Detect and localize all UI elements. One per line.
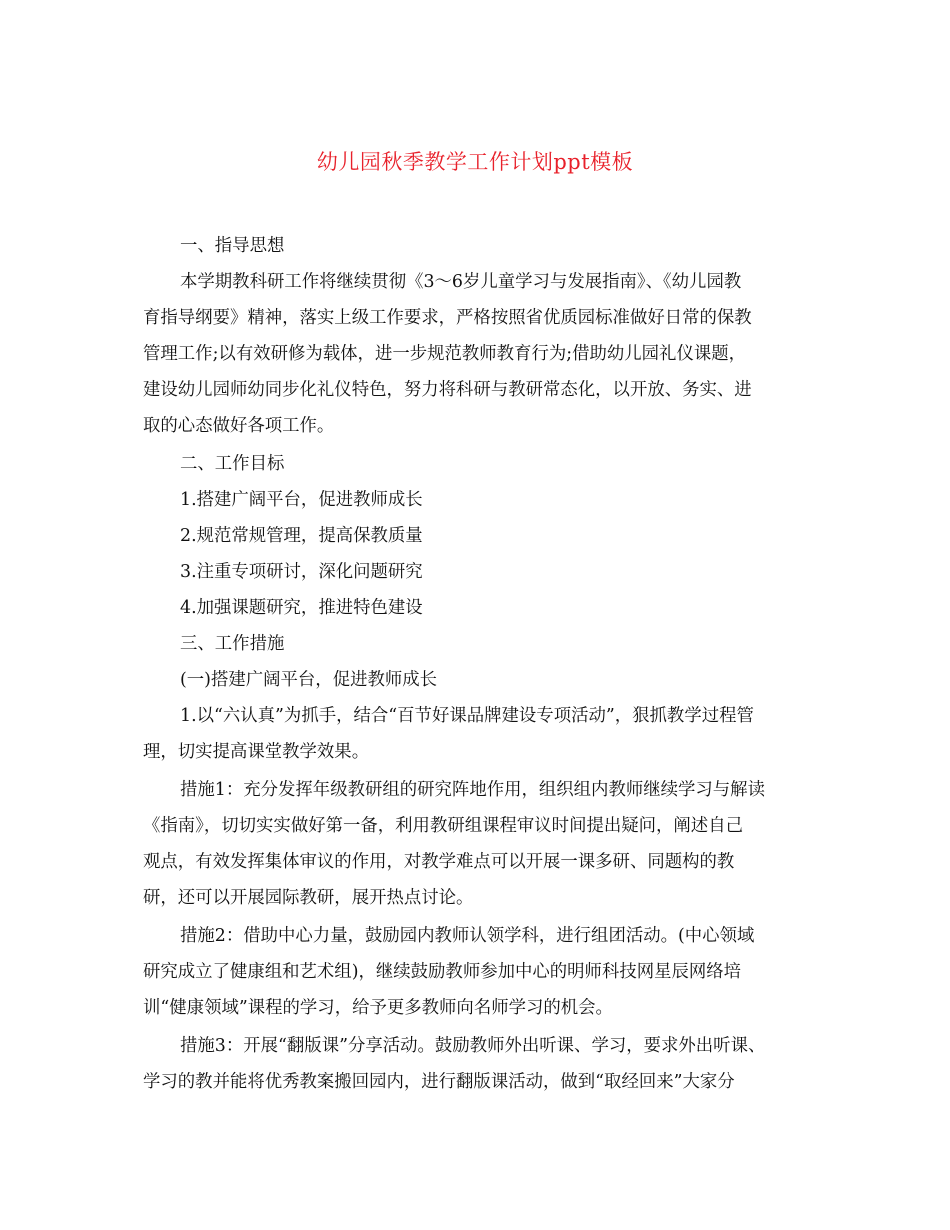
document-title: 幼儿园秋季教学工作计划ppt模板 — [316, 150, 634, 174]
section-heading-2: 二、工作目标 — [180, 454, 285, 474]
section-heading-1: 一、指导思想 — [180, 236, 285, 256]
paragraph-line: 1.以“六认真”为抓手，结合“百节好课品牌建设专项活动”，狠抓教学过程管 — [180, 706, 754, 726]
paragraph-line: 研，还可以开展园际教研，展开热点讨论。 — [143, 888, 474, 908]
paragraph-line: 取的心态做好各项工作。 — [143, 416, 335, 436]
paragraph-line: 《指南》，切切实实做好第一备，利用教研组课程审议时间提出疑问，阐述自己 — [143, 816, 743, 836]
goal-item: 3.注重专项研讨，深化问题研究 — [180, 562, 423, 582]
goal-item: 2.规范常规管理，提高保教质量 — [180, 526, 423, 546]
paragraph-line: 措施3：开展“翻版课”分享活动。鼓励教师外出听课、学习，要求外出听课、 — [180, 1036, 766, 1056]
paragraph-line: 训“健康领域”课程的学习，给予更多教师向名师学习的机会。 — [143, 998, 613, 1018]
paragraph-line: 研究成立了健康组和艺术组)，继续鼓励教师参加中心的明师科技网星辰网络培 — [143, 962, 742, 982]
paragraph-line: 建设幼儿园师幼同步化礼仪特色，努力将科研与教研常态化，以开放、务实、进 — [143, 380, 752, 400]
goal-item: 4.加强课题研究，推进特色建设 — [180, 598, 423, 618]
paragraph-line: 观点，有效发挥集体审议的作用，对教学难点可以开展一课多研、同题构的教 — [143, 852, 735, 872]
goal-item: 1.搭建广阔平台，促进教师成长 — [180, 490, 423, 510]
section-heading-3: 三、工作措施 — [180, 634, 285, 654]
paragraph-line: 学习的教并能将优秀教案搬回园内，进行翻版课活动，做到“取经回来”大家分 — [143, 1072, 735, 1092]
paragraph-line: 育指导纲要》精神，落实上级工作要求，严格按照省优质园标准做好日常的保教 — [143, 308, 752, 328]
paragraph-line: 理，切实提高课堂教学效果。 — [143, 742, 370, 762]
paragraph-line: 管理工作;以有效研修为载体，进一步规范教师教育行为;借助幼儿园礼仪课题， — [143, 344, 747, 364]
subsection-heading: (一)搭建广阔平台，促进教师成长 — [180, 670, 438, 690]
paragraph-line: 措施2：借助中心力量，鼓励园内教师认领学科，进行组团活动。(中心领域 — [180, 926, 755, 946]
paragraph-line: 措施1：充分发挥年级教研组的研究阵地作用，组织组内教师继续学习与解读 — [180, 780, 765, 800]
paragraph-line: 本学期教科研工作将继续贯彻《3～6岁儿童学习与发展指南》、《幼儿园教 — [180, 272, 742, 292]
